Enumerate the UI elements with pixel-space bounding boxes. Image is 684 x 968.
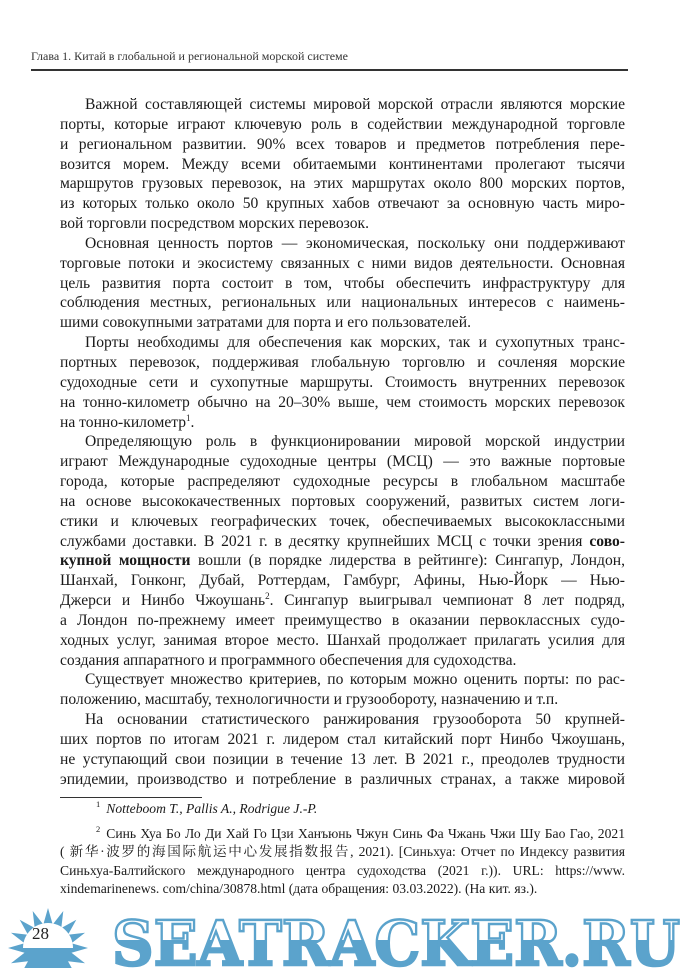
text-line <box>60 135 625 155</box>
footnote-line <box>60 825 625 844</box>
text-run: ходных услуг, занимая второе место. Шанхай продолжает прилагать усилия для <box>60 631 625 649</box>
bold-term: купной мощности <box>60 552 191 570</box>
text-line <box>60 254 625 274</box>
text-line <box>60 770 625 790</box>
text-run: на тонно-километр <box>60 413 187 431</box>
text-run: Джерси и Нинбо Чжоушань <box>60 592 266 610</box>
page-number: 28 <box>32 924 49 943</box>
footnote-line <box>60 843 625 862</box>
text-line <box>60 551 625 571</box>
text-line <box>60 452 625 472</box>
text-line <box>60 95 625 115</box>
text-line <box>60 274 625 294</box>
text-line <box>60 750 625 770</box>
text-line <box>60 393 625 413</box>
text-run: создания аппаратного и программного обеспечения для судоходства. <box>60 651 517 669</box>
text-run: торговые потоки и экосистему связанных с ними видов деятельности. Основная <box>60 254 625 272</box>
text-line <box>60 472 625 492</box>
text-line <box>60 571 625 591</box>
text-run: На основании статистического ранжирования грузооборота 50 крупней- <box>85 711 625 729</box>
text-line <box>60 532 625 552</box>
running-header: Глава 1. Китай в глобальной и региональной морской системе <box>31 49 348 63</box>
text-line <box>60 690 625 710</box>
text-line <box>60 174 625 194</box>
text-run: вошли (в порядке лидерства в рейтинге): Сингапур, Лондон, <box>190 552 625 570</box>
text-run: ших портов по итогам 2021 г. лидером стал китайский порт Нинбо Чжоушань, <box>60 731 625 748</box>
footnote-text: Notteboom T., Pallis A., Rodrigue J.-P. <box>106 801 318 816</box>
text-run: положению, масштабу, технологичности и грузообороту, назначению и т.п. <box>60 691 559 709</box>
text-run: не уступающий свои позиции в течение 13 лет. В 2021 г., преодолев трудности <box>60 750 625 768</box>
text-run: . Сингапур выигрывал чемпионат 8 лет подряд, <box>269 592 625 610</box>
footnote-text: xindemarinenews. com/china/30878.html (дата обращения: 03.03.2022). (На кит. яз.). <box>60 881 538 896</box>
text-line <box>60 611 625 631</box>
footnote-line <box>60 862 625 881</box>
text-line <box>60 413 625 433</box>
text-line <box>60 353 625 373</box>
text-run: вой торговли посредством морских перевозок. <box>60 215 370 233</box>
text-run: возится морем. Между всеми обитаемыми континентами пролегают тысячи <box>60 155 625 173</box>
text-run: службами доставки. В 2021 г. в десятку крупнейших МСЦ с точки зрения <box>60 532 590 550</box>
text-line <box>60 631 625 651</box>
text-line <box>60 710 625 730</box>
body-text <box>60 95 625 790</box>
text-line <box>60 670 625 690</box>
text-run: судоходные сети и сухопутные маршруты. Стоимость внутренних перевозок <box>60 373 625 391</box>
text-line <box>60 432 625 452</box>
footnote-line <box>60 800 625 819</box>
header-rule <box>31 69 628 71</box>
bold-term: сово- <box>589 532 625 550</box>
text-run: портных перевозок, поддерживая глобальную торговлю и сочленяя морские <box>60 353 625 371</box>
text-run: . <box>190 413 195 431</box>
text-line <box>60 194 625 214</box>
text-line <box>60 234 625 254</box>
footnote-text: Синь Хуа Бо Ло Ди Хай Го Цзи Ханъюнь Чжун Синь Фа Чжань Чжи Шу Бао Гао, 2021 <box>106 825 625 841</box>
text-line <box>60 730 625 750</box>
text-run: на основе высококачественных портовых сооружений, развитых систем логи- <box>60 492 625 510</box>
text-run: маршрутов грузовых перевозок, на этих маршрутах около 800 морских портов, <box>60 175 625 193</box>
text-line <box>60 115 625 135</box>
seatracker-watermark <box>0 908 684 968</box>
footnote-number: 1 <box>96 799 101 810</box>
text-run: соблюдения местных, региональных или национальных интересов с наимень- <box>60 294 625 312</box>
text-line <box>60 214 625 234</box>
watermark-text: SEATRACKER.RU <box>112 908 680 968</box>
text-run: и региональном развитии. 90% всех товаров и предметов потребления пере- <box>60 135 625 153</box>
footnote-number: 2 <box>96 823 101 834</box>
text-run: Важной составляющей системы мировой морской отрасли являются морские <box>85 96 625 113</box>
text-run: Шанхай, Гонконг, Дубай, Роттердам, Гамбург, Афины, Нью-Йорк — Нью- <box>60 572 625 590</box>
text-run: Основная ценность портов — экономическая, поскольку они поддерживают <box>85 234 625 252</box>
text-line <box>60 512 625 532</box>
footnote-line <box>60 880 625 899</box>
text-line <box>60 373 625 393</box>
text-line <box>60 333 625 353</box>
text-run: цель развития порта состоит в том, чтобы обеспечить инфраструктуру для <box>60 274 625 292</box>
footnote-text: Синьхуа-Балтийского международного центра судоходства (2021 г.)). URL: https://www. <box>60 862 625 878</box>
footnote-ref[interactable]: 2 <box>265 590 270 601</box>
text-run: Определяющую роль в функционировании мировой морской индустрии <box>85 433 625 451</box>
text-run: шими совокупными затратами для порта и его пользователей. <box>60 314 471 332</box>
text-line <box>60 293 625 313</box>
text-line <box>60 313 625 333</box>
text-line <box>60 155 625 175</box>
text-line <box>60 492 625 512</box>
text-run: Порты необходимы для обеспечения как морских, так и сухопутных транс- <box>85 334 625 352</box>
text-run: играют Международные судоходные центры (МСЦ) — это важные портовые <box>60 453 625 471</box>
text-run: города, которые распределяют судоходные ресурсы в глобальном масштабе <box>60 473 625 491</box>
footnote-text: ( 新华·波罗的海国际航运中心发展指数报告, 2021). [Синьхуа: Отчет по Индексу развития <box>60 844 625 859</box>
text-run: на тонно-километр обычно на 20–30% выше, чем стоимость морских перевозок <box>60 393 625 411</box>
text-line <box>60 651 625 671</box>
text-run: а Лондон по-прежнему имеет преимущество в оказании первоклассных судо- <box>60 611 625 629</box>
footnote-ref[interactable]: 1 <box>186 412 191 423</box>
text-run: эпидемии, производство и потребление в различных странах, а также мировой <box>60 770 625 788</box>
text-run: из которых только около 50 крупных хабов отвечают за основную часть миро- <box>60 195 625 213</box>
text-line <box>60 591 625 611</box>
text-run: Существует множество критериев, по которым можно оценить порты: по рас- <box>85 671 625 689</box>
text-run: стики и ключевых географических точек, обеспечиваемых высококлассными <box>60 512 625 530</box>
footnotes <box>60 798 625 899</box>
text-run: порты, которые играют ключевую роль в содействии международной торговле <box>60 115 625 133</box>
